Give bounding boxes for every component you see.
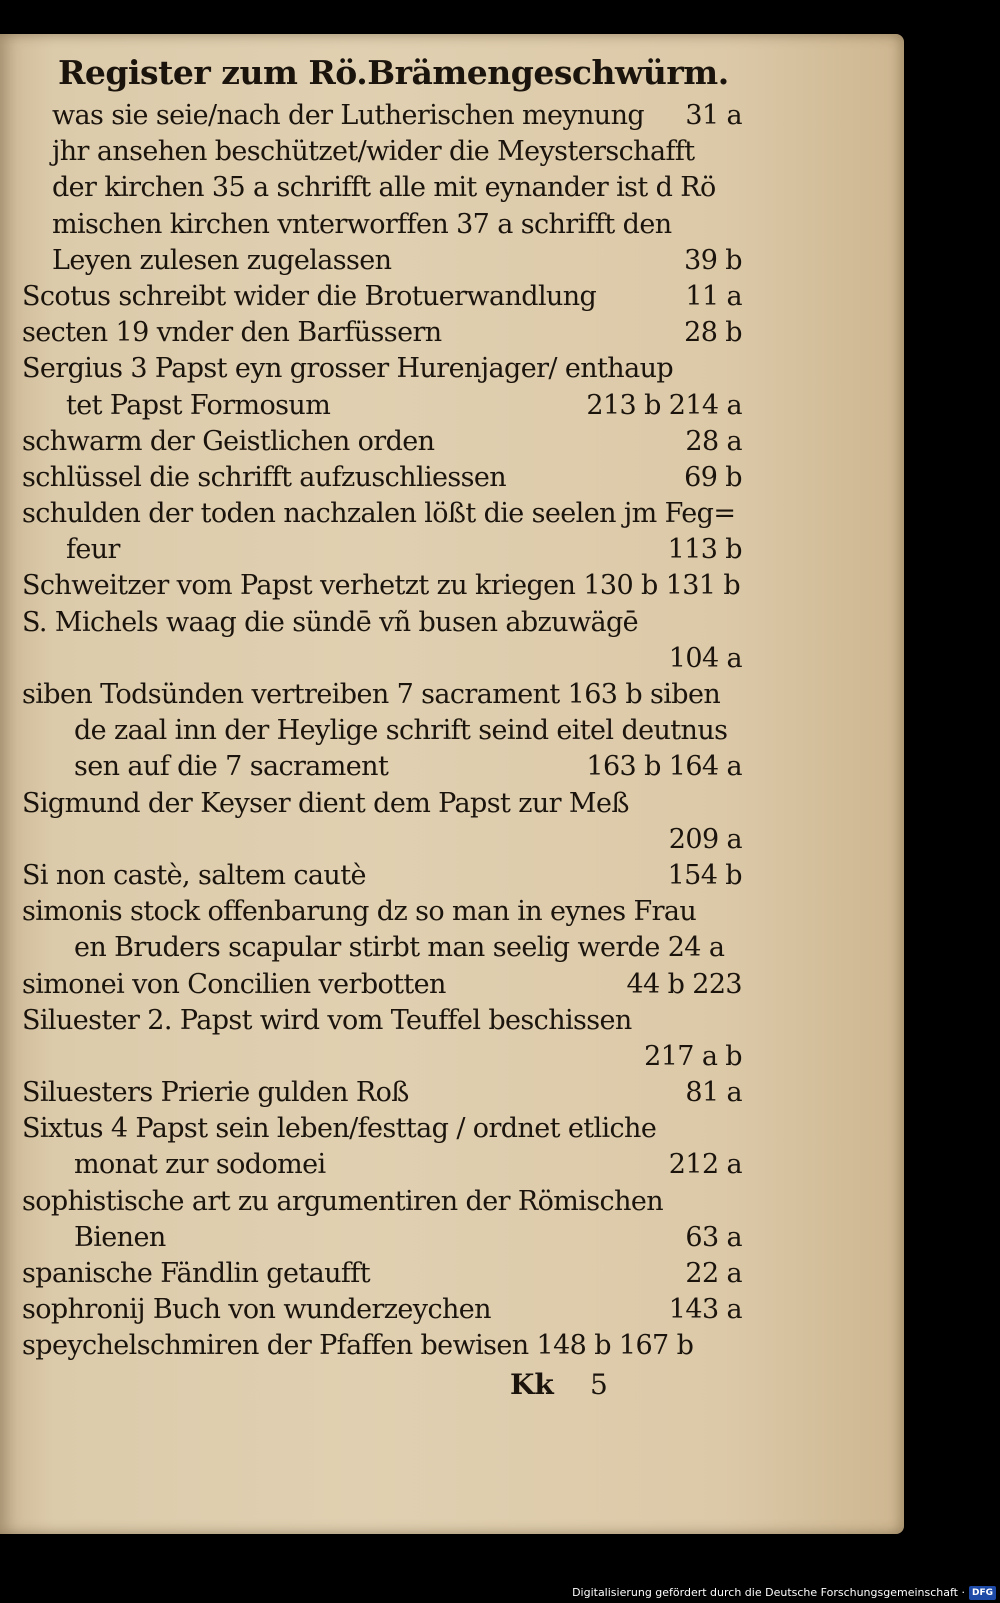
register-line — [22, 786, 742, 822]
register-line — [22, 894, 742, 930]
register-line — [22, 532, 742, 568]
entry-text: siben Todsünden vertreiben 7 sacrament 163 b siben — [22, 679, 721, 710]
entry-text: Sixtus 4 Papst sein leben/festtag / ordnet etliche — [22, 1113, 657, 1145]
register-line — [22, 568, 742, 604]
register-line — [22, 713, 742, 749]
entry-text: was sie seie/nach der Lutherischen meynung — [52, 100, 645, 131]
entry-text: de zaal inn der Heylige schrift seind eitel deutnus — [74, 715, 728, 747]
page-reference: 143 a — [668, 1294, 742, 1326]
register-line — [22, 98, 742, 134]
page-reference: 217 a b — [644, 1040, 742, 1072]
entry-text: tet Papst Formosum — [66, 389, 331, 421]
register-line — [22, 677, 742, 713]
signature-number: 5 — [590, 1367, 608, 1401]
register-line — [22, 388, 742, 424]
entry-text: jhr ansehen beschützet/wider die Meysterschafft — [52, 136, 695, 168]
entry-text: monat zur sodomei — [74, 1149, 326, 1181]
running-header: Register zum Rö.Brämengeschwürm. — [58, 53, 729, 92]
register-line — [22, 243, 742, 279]
page-reference: 163 b 164 a — [586, 751, 742, 783]
entry-text: Si non castè, saltem cautè — [22, 859, 366, 891]
entry-text: Siluesters Prierie gulden Roß — [22, 1077, 409, 1109]
page-reference: 28 b — [684, 317, 742, 349]
entry-text: Siluester 2. Papst wird vom Teuffel beschissen — [22, 1004, 632, 1036]
digitization-credit — [568, 1583, 1000, 1603]
register-line — [22, 424, 742, 460]
page-reference: 212 a — [668, 1149, 742, 1181]
entry-text: sophistische art zu argumentiren der Römischen — [22, 1185, 664, 1217]
register-line — [22, 641, 742, 677]
signature-mark: Kk — [510, 1367, 554, 1401]
register-line — [22, 351, 742, 387]
page-reference: 22 a — [685, 1258, 742, 1289]
page-reference: 28 a — [685, 425, 742, 457]
entry-text: schwarm der Geistlichen orden — [22, 425, 435, 457]
register-line — [22, 749, 742, 785]
entry-text: schlüssel die schrifft aufzuschliessen — [22, 461, 507, 493]
page-reference: 63 a — [685, 1221, 742, 1253]
page-reference: 104 a — [668, 642, 742, 674]
entry-text: en Bruders scapular stirbt man seelig werde 24 a — [74, 932, 725, 964]
page-reference: 39 b — [684, 244, 742, 276]
credit-text: Digitalisierung gefördert durch die Deutsche Forschungsgemeinschaft · — [572, 1586, 965, 1599]
page-reference: 209 a — [668, 823, 742, 855]
register-line — [22, 605, 742, 641]
page-footer — [22, 1365, 742, 1405]
entry-text: der kirchen 35 a schrifft alle mit eynander ist d Rö — [52, 172, 716, 204]
page-reference: 44 b 223 — [626, 968, 742, 1000]
page-reference: 69 b — [684, 461, 742, 493]
entry-text: mischen kirchen vnterworffen 37 a schrifft den — [52, 208, 672, 240]
register-entries — [22, 98, 742, 1365]
register-line — [22, 279, 742, 315]
register-line — [22, 967, 742, 1003]
entry-text: speychelschmiren der Pfaffen bewisen 148 b 167 b — [22, 1330, 694, 1362]
page-reference: 31 a — [685, 100, 742, 131]
register-line — [22, 1184, 742, 1220]
register-line — [22, 207, 742, 243]
register-line — [22, 134, 742, 170]
entry-text: Leyen zulesen zugelassen — [52, 244, 392, 276]
register-line — [22, 315, 742, 351]
register-line — [22, 858, 742, 894]
register-line — [22, 1256, 742, 1292]
register-line — [22, 1147, 742, 1183]
entry-text: schulden der toden nachzalen lößt die seelen jm Feg= — [22, 498, 736, 530]
dfg-logo-icon: DFG — [969, 1586, 996, 1600]
entry-text: feur — [66, 534, 120, 566]
entry-text: secten 19 vnder den Barfüssern — [22, 317, 442, 349]
register-line — [22, 822, 742, 858]
page-reference: 113 b — [667, 534, 742, 566]
entry-text: Sigmund der Keyser dient dem Papst zur Meß — [22, 787, 629, 819]
register-line — [22, 1075, 742, 1111]
register-line — [22, 1292, 742, 1328]
entry-text: sen auf die 7 sacrament — [74, 751, 389, 783]
register-line — [22, 930, 742, 966]
register-line — [22, 170, 742, 206]
register-line — [22, 496, 742, 532]
register-line — [22, 1328, 742, 1364]
entry-text: Bienen — [74, 1221, 166, 1253]
book-page — [0, 34, 904, 1534]
entry-text: simonis stock offenbarung dz so man in eynes Frau — [22, 896, 697, 928]
page-reference: 154 b — [667, 859, 742, 891]
entry-text: simonei von Concilien verbotten — [22, 968, 446, 1000]
register-line — [22, 460, 742, 496]
entry-text: sophronij Buch von wunderzeychen — [22, 1294, 491, 1326]
entry-text: Sergius 3 Papst eyn grosser Hurenjager/ enthaup — [22, 353, 674, 385]
page-reference: 11 a — [685, 280, 742, 312]
page-reference: 81 a — [685, 1077, 742, 1109]
register-line — [22, 1003, 742, 1039]
entry-text: Schweitzer vom Papst verhetzt zu kriegen 130 b 131 b — [22, 570, 741, 602]
entry-text: S. Michels waag die sündē vñ busen abzuwägē — [22, 606, 639, 638]
entry-text: Scotus schreibt wider die Brotuerwandlung — [22, 280, 597, 312]
entry-text: spanische Fändlin getaufft — [22, 1258, 370, 1289]
page-content — [22, 48, 742, 1405]
register-line — [22, 1039, 742, 1075]
page-reference: 213 b 214 a — [586, 389, 742, 421]
register-line — [22, 1220, 742, 1256]
register-line — [22, 1111, 742, 1147]
